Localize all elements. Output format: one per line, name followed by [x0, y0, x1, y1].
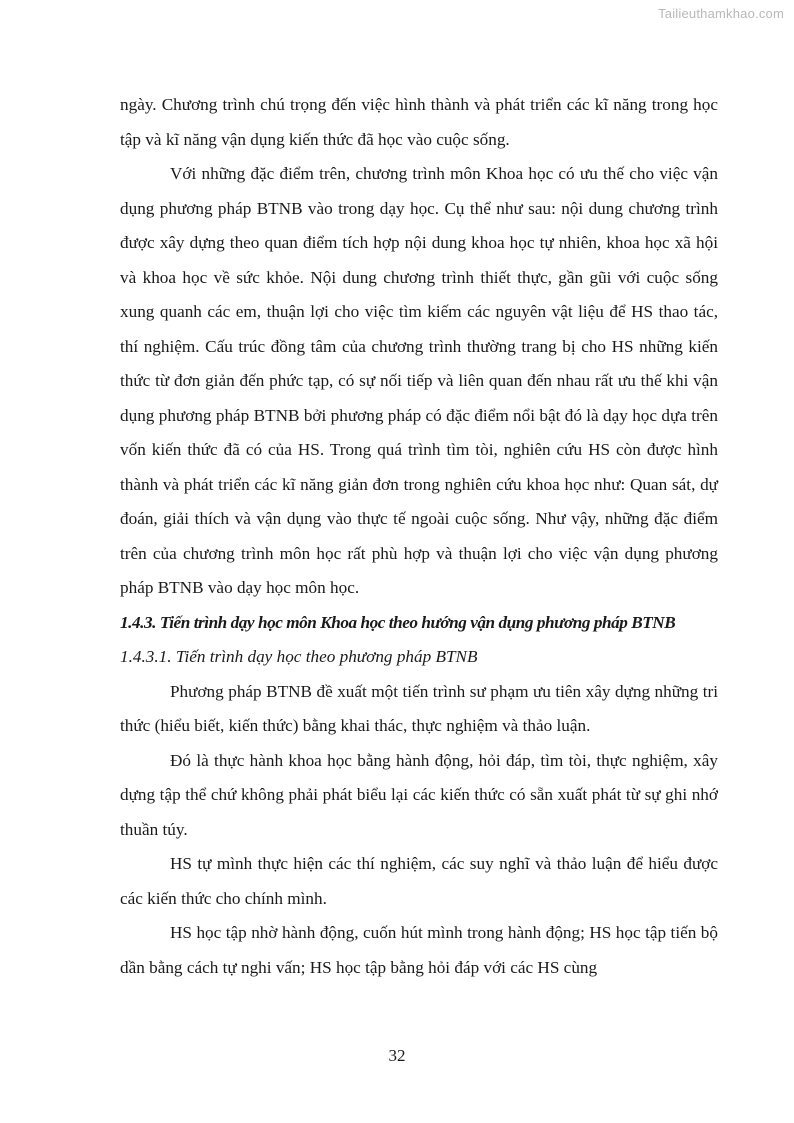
page-number: 32 [388, 1046, 406, 1065]
page-body [120, 88, 718, 985]
section-heading: 1.4.3. Tiến trình dạy học môn Khoa học theo hướng vận dụng phương pháp BTNB [120, 612, 676, 632]
paragraph-learning-by-action: HS học tập nhờ hành động, cuốn hút mình trong hành động; HS học tập tiến bộ dần bằng cách tự nghi vấn; HS học tập bằng hỏi đáp với các HS cùng [120, 923, 718, 977]
paragraph-program-features: Với những đặc điểm trên, chương trình môn Khoa học có ưu thế cho việc vận dụng phương pháp BTNB vào trong dạy học. Cụ thể như sau: nội dung chương trình được xây dựng theo quan điểm tích hợp nội dung khoa học tự nhiên, khoa học xã hội và khoa học về sức khỏe. Nội dung chương trình thiết thực, gần gũi với cuộc sống xung quanh các em, thuận lợi cho việc tìm kiếm các nguyên vật liệu để HS thao tác, thí nghiệm. Cấu trúc đồng tâm của chương trình thường trang bị cho HS những kiến thức từ đơn giản đến phức tạp, có sự nối tiếp và liên quan đến nhau rất ưu thế khi vận dụng phương pháp BTNB bởi phương pháp có đặc điểm nổi bật đó là dạy học dựa trên vốn kiến thức đã có của HS. Trong quá trình tìm tòi, nghiên cứu HS còn được hình thành và phát triển các kĩ năng giản đơn trong nghiên cứu khoa học như: Quan sát, dự đoán, giải thích và vận dụng vào thực tế ngoài cuộc sống. Như vậy, những đặc điểm trên của chương trình môn học rất phù hợp và thuận lợi cho việc vận dụng phương pháp BTNB vào dạy học môn học. [120, 164, 718, 597]
paragraph-science-practice: Đó là thực hành khoa học bằng hành động, hỏi đáp, tìm tòi, thực nghiệm, xây dựng tập thể chứ không phải phát biểu lại các kiến thức có sẵn xuất phát từ sự ghi nhớ thuần túy. [120, 750, 718, 839]
paragraph-continuation: ngày. Chương trình chú trọng đến việc hình thành và phát triển các kĩ năng trong học tập và kĩ năng vận dụng kiến thức đã học vào cuộc sống. [120, 95, 718, 149]
watermark: Tailieuthamkhao.com [658, 6, 784, 21]
subsection-heading: 1.4.3.1. Tiến trình dạy học theo phương pháp BTNB [120, 647, 478, 666]
paragraph-student-experiments: HS tự mình thực hiện các thí nghiệm, các suy nghĩ và thảo luận để hiểu được các kiến thức cho chính mình. [120, 854, 718, 908]
paragraph-btnb-process: Phương pháp BTNB đề xuất một tiến trình sư phạm ưu tiên xây dựng những tri thức (hiểu biết, kiến thức) bằng khai thác, thực nghiệm và thảo luận. [120, 681, 718, 735]
